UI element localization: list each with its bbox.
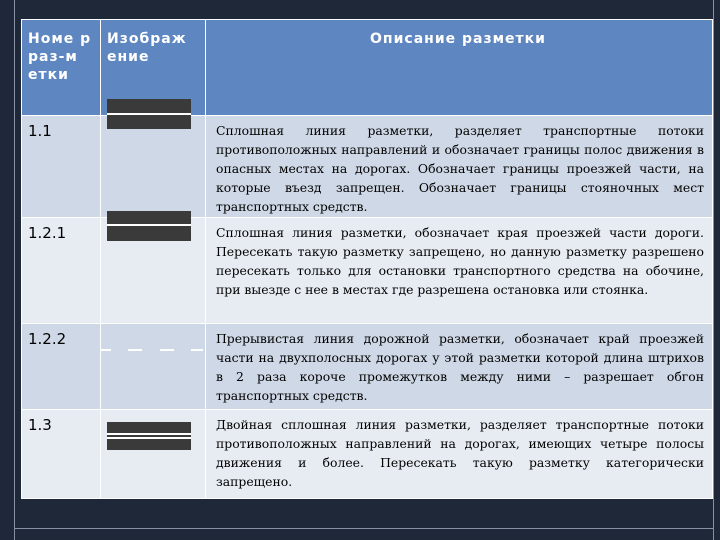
marking-number: 1.2.1 — [22, 218, 101, 324]
road-markings-table — [21, 19, 713, 499]
marking-description: Прерывистая линия дорожной разметки, обозначает край проезжей части на двухполосных дорогах у этой разметки которой длина штрихов в 2 раза короче промежутков между ними – разрешает обгон транспортных средств. — [206, 324, 713, 410]
header-image: Изображ ение — [101, 20, 206, 116]
marking-description: Сплошная линия разметки, разделяет транспортные потоки противоположных направлений и обозначает границы полос движения в опасных местах на дорогах. Обозначает границы проезжей части, на которые въезд запрещен. Обозначает границы стояночных мест транспортных средств. — [206, 116, 713, 218]
frame-right-line — [713, 0, 714, 540]
dashed-line-icon — [101, 324, 206, 410]
marking-description: Двойная сплошная линия разметки, разделяет транспортные потоки противоположных направлений на дорогах, имеющих четыре полосы движения и более. Пересекать такую разметку категорически запрещено. — [206, 410, 713, 499]
header-number: Номе р раз-м етки — [22, 20, 101, 116]
marking-number: 1.3 — [22, 410, 101, 499]
solid-line-icon — [101, 116, 206, 218]
header-description: Описание разметки — [206, 20, 713, 116]
table-row — [22, 410, 713, 499]
marking-number: 1.2.2 — [22, 324, 101, 410]
double-solid-line-icon — [101, 410, 206, 499]
frame-bottom-line — [14, 528, 714, 529]
marking-number: 1.1 — [22, 116, 101, 218]
solid-edge-line-icon — [101, 218, 206, 324]
table-row — [22, 324, 713, 410]
marking-description: Сплошная линия разметки, обозначает края проезжей части дороги. Пересекать такую разметку запрещено, но данную разметку разрешено пересекать только для остановки транспортного средства на обочине, при выезде с нее в местах где разрешена остановка или стоянка. — [206, 218, 713, 324]
table-row — [22, 116, 713, 218]
frame-left-line — [14, 0, 15, 540]
table-row — [22, 218, 713, 324]
